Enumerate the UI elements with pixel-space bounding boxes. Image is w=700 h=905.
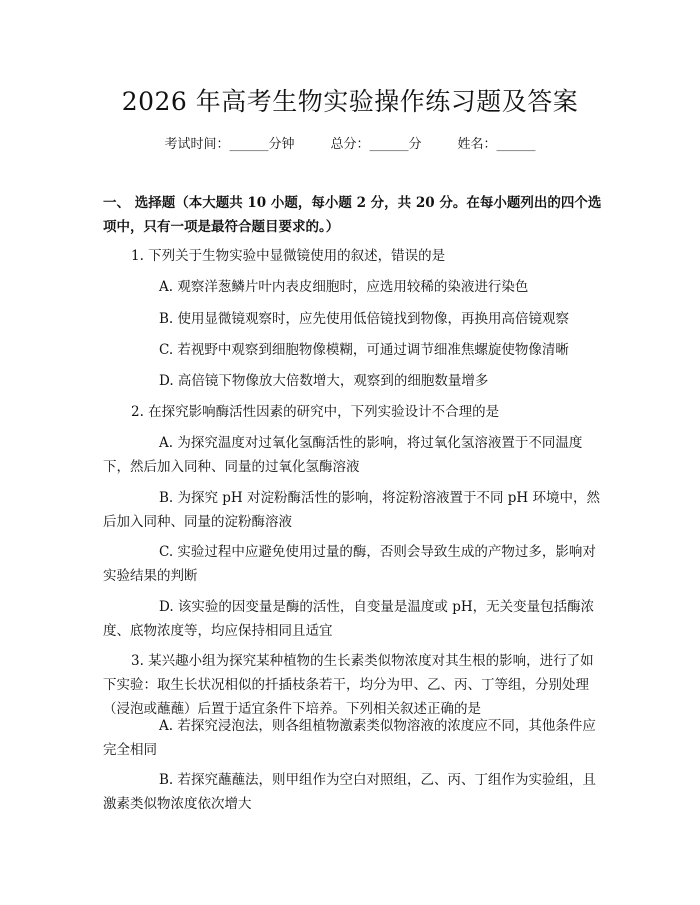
question-2-stem: 2. 在探究影响酶活性因素的研究中，下列实验设计不合理的是 (131, 404, 500, 420)
question-1-option-a: A. 观察洋葱鳞片叶内表皮细胞时，应选用较稀的染液进行染色 (159, 279, 529, 295)
exam-time-field: 考试时间：______分钟 (164, 137, 295, 152)
question-2-option-a: A. 为探究温度对过氧化氢酶活性的影响，将过氧化氢溶液置于不同温度下，然后加入同种、同量的过氧化氢酶溶液 (103, 435, 583, 475)
student-name-field: 姓名：______ (457, 137, 536, 152)
exam-info-line (0, 133, 700, 152)
question-1-stem: 1. 下列关于生物实验中显微镜使用的叙述，错误的是 (131, 248, 446, 264)
question-2-option-d: D. 该实验的因变量是酶的活性，自变量是温度或 pH，无关变量包括酶浓度、底物浓度等，均应保持相同且适宜 (103, 599, 595, 639)
question-3-option-b: B. 若探究蘸蘸法，则甲组作为空白对照组，乙、丙、丁组作为实验组，且激素类似物浓度依次增大 (103, 772, 597, 812)
section-heading: 一、 选择题（本大题共 10 小题，每小题 2 分，共 20 分。在每小题列出的四个选项中，只有一项是最符合题目要求的。） (103, 195, 602, 235)
question-3-option-a: A. 若探究浸泡法，则各组植物激素类似物溶液的浓度应不同，其他条件应完全相同 (103, 718, 596, 758)
question-2-option-c: C. 实验过程中应避免使用过量的酶，否则会导致生成的产物过多，影响对实验结果的判断 (103, 544, 596, 584)
page-title: 2026 年高考生物实验操作练习题及答案 (121, 87, 579, 116)
question-1-option-c: C. 若视野中观察到细胞物像模糊，可通过调节细准焦螺旋使物像清晰 (159, 342, 569, 358)
question-1-option-d: D. 高倍镜下物像放大倍数增大，观察到的细胞数量增多 (159, 373, 489, 389)
total-score-field: 总分：______分 (330, 137, 422, 152)
question-2-option-b: B. 为探究 pH 对淀粉酶活性的影响，将淀粉溶液置于不同 pH 环境中，然后加入同种、同量的淀粉酶溶液 (103, 490, 600, 530)
question-1-option-b: B. 使用显微镜观察时，应先使用低倍镜找到物像，再换用高倍镜观察 (159, 311, 570, 327)
question-3-stem: 3. 某兴趣小组为探究某种植物的生长素类似物浓度对其生根的影响，进行了如下实验：取生长状况相似的扦插枝条若干，均分为甲、乙、丙、丁等组，分别处理（浸泡或蘸蘸）后置于适宜条件下培养。下列相关叙述正确的是 (103, 653, 594, 717)
